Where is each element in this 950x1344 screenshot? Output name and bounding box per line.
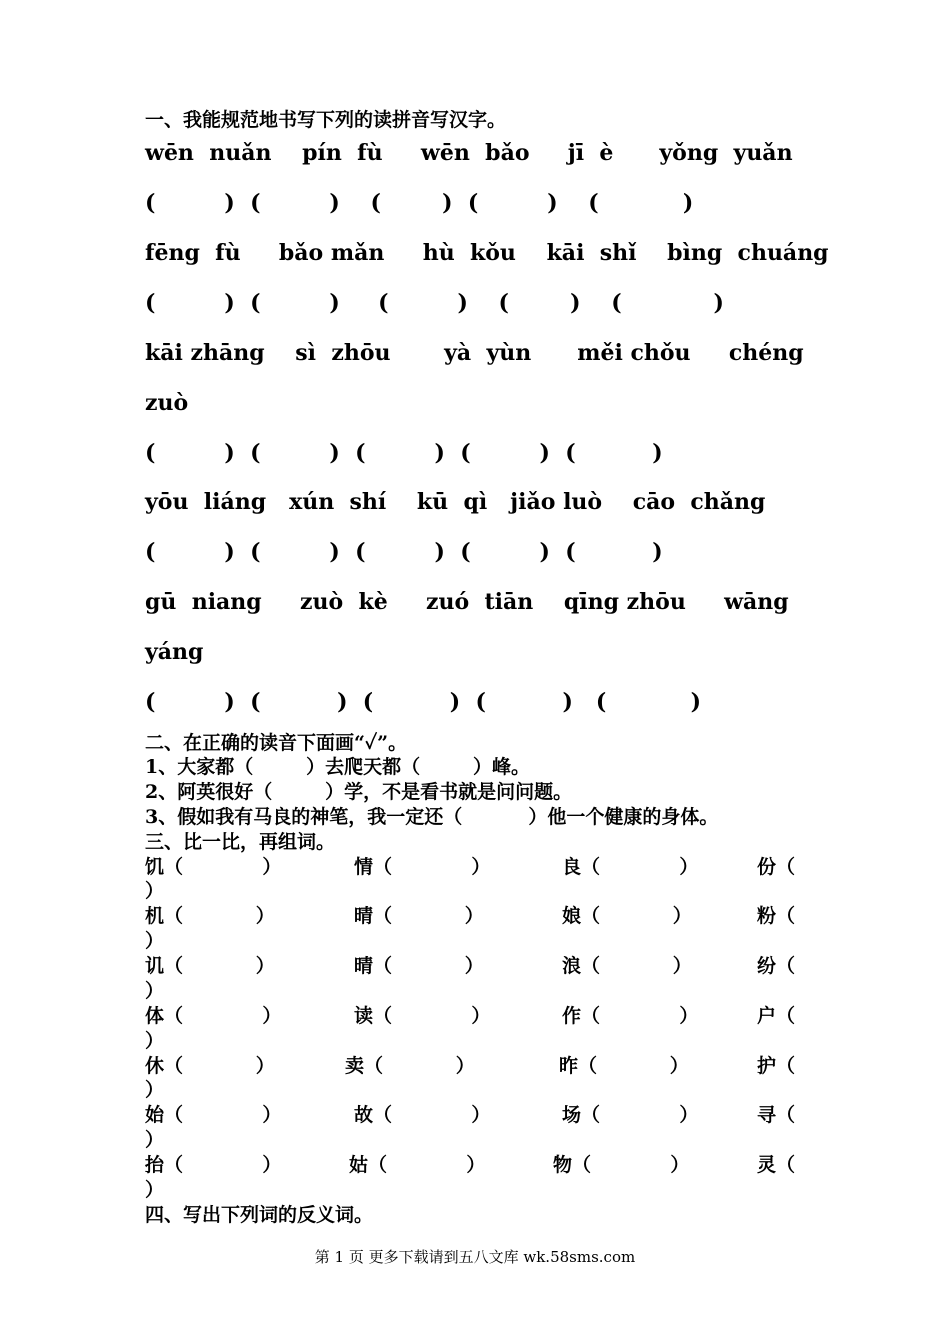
compare-cell: 机（ ） <box>145 905 275 927</box>
compare-wrap: ） <box>145 1030 165 1052</box>
pinyin-row-5: gū niang zuò kè zuó tiān qīng zhōu wāng <box>145 589 789 615</box>
compare-cell: 良（ ） <box>562 856 699 878</box>
pinyin-row-5-wrap: yáng <box>145 639 204 665</box>
compare-cell: 浪（ ） <box>562 955 692 977</box>
answer-row-2: ( ) ( ) ( ) ( ) ( ) <box>145 290 724 316</box>
compare-cell: 份（ <box>757 856 796 878</box>
compare-cell: 户（ <box>757 1005 796 1027</box>
answer-row-1: ( ) ( ) ( ) ( ) ( ) <box>145 190 694 216</box>
pinyin-row-4: yōu liáng xún shí kū qì jiǎo luò cāo chǎng <box>145 489 766 515</box>
compare-cell: 抬（ ） <box>145 1154 282 1176</box>
section4-title: 四、写出下列词的反义词。 <box>145 1204 374 1226</box>
compare-cell: 晴（ ） <box>354 955 484 977</box>
compare-cell: 饥（ ） <box>145 856 282 878</box>
compare-cell: 寻（ <box>757 1104 796 1126</box>
section2-item-2: 2、阿英很好（ ）学，不是看书就是问问题。 <box>145 781 573 803</box>
compare-cell: 讥（ ） <box>145 955 275 977</box>
section2-item-3: 3、假如我有马良的神笔，我一定还（ ）他一个健康的身体。 <box>145 806 719 828</box>
section1-title: 一、我能规范地书写下列的读拼音写汉字。 <box>145 109 507 131</box>
answer-row-5: ( ) ( ) ( ) ( ) ( ) <box>145 689 701 715</box>
compare-wrap: ） <box>145 880 165 902</box>
compare-cell: 姑（ ） <box>349 1154 486 1176</box>
compare-wrap: ） <box>145 1179 165 1201</box>
compare-cell: 卖（ ） <box>345 1055 475 1077</box>
compare-cell: 情（ ） <box>354 856 491 878</box>
compare-cell: 纷（ <box>757 955 796 977</box>
pinyin-row-1: wēn nuǎn pín fù wēn bǎo jī è yǒng yuǎn <box>145 140 793 166</box>
section2-title: 二、在正确的读音下面画“✓”。 <box>145 732 408 754</box>
pinyin-row-3-wrap: zuò <box>145 390 189 416</box>
compare-cell: 晴（ ） <box>354 905 484 927</box>
compare-cell: 娘（ ） <box>562 905 692 927</box>
answer-row-3: ( ) ( ) ( ) ( ) ( ) <box>145 440 663 466</box>
pinyin-row-3: kāi zhāng sì zhōu yà yùn měi chǒu chéng <box>145 340 804 366</box>
section3-title: 三、比一比，再组词。 <box>145 831 336 853</box>
page-footer: 第 1 页 更多下载请到五八文库 wk.58sms.com <box>314 1248 636 1266</box>
pinyin-row-2: fēng fù bǎo mǎn hù kǒu kāi shǐ bìng chuáng <box>145 240 829 266</box>
compare-cell: 护（ <box>757 1055 796 1077</box>
compare-wrap: ） <box>145 930 165 952</box>
answer-row-4: ( ) ( ) ( ) ( ) ( ) <box>145 539 663 565</box>
compare-cell: 作（ ） <box>562 1005 699 1027</box>
compare-wrap: ） <box>145 980 165 1002</box>
compare-cell: 物（ ） <box>553 1154 690 1176</box>
compare-cell: 读（ ） <box>354 1005 491 1027</box>
compare-cell: 故（ ） <box>354 1104 491 1126</box>
compare-cell: 休（ ） <box>145 1055 275 1077</box>
compare-cell: 昨（ ） <box>559 1055 689 1077</box>
compare-cell: 场（ ） <box>562 1104 699 1126</box>
compare-cell: 粉（ <box>757 905 796 927</box>
section2-item-1: 1、大家都（ ）去爬天都（ ）峰。 <box>145 756 531 778</box>
compare-wrap: ） <box>145 1079 165 1101</box>
compare-cell: 始（ ） <box>145 1104 282 1126</box>
compare-wrap: ） <box>145 1129 165 1151</box>
compare-cell: 灵（ <box>757 1154 796 1176</box>
compare-cell: 体（ ） <box>145 1005 282 1027</box>
